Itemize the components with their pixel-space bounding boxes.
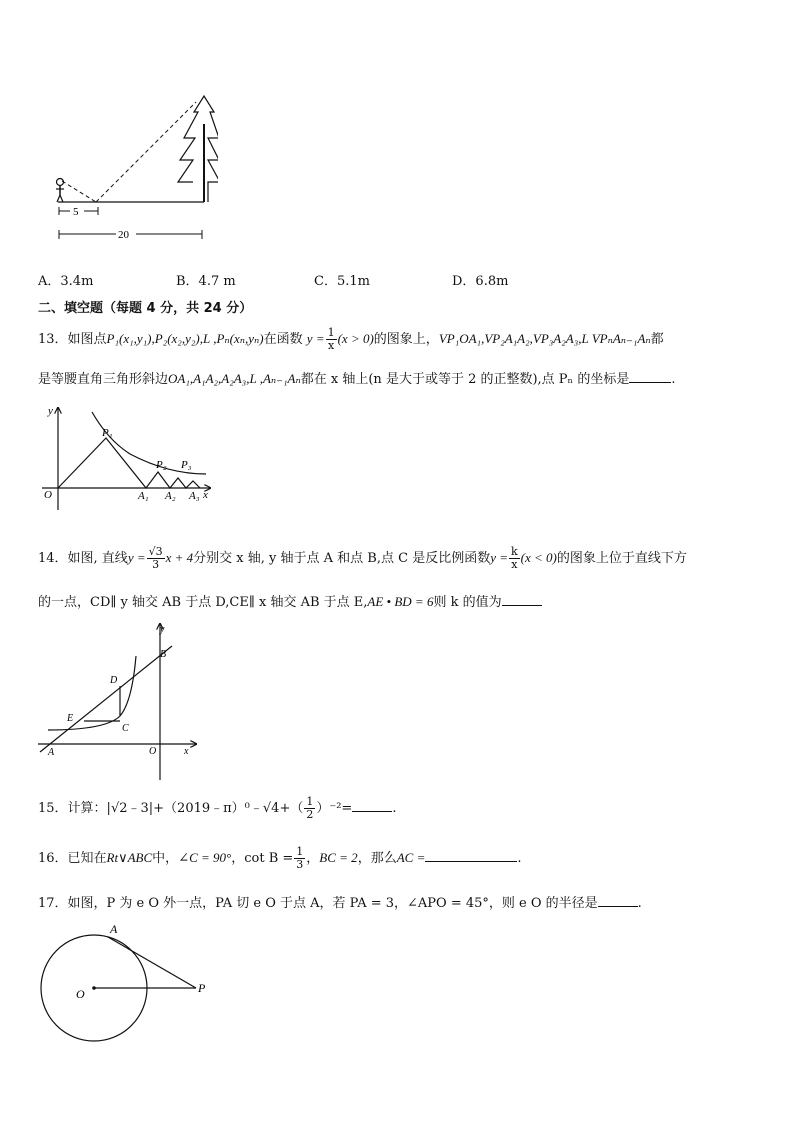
- fig13-p1: P₁: [102, 427, 113, 439]
- q14-answer-blank[interactable]: [502, 593, 542, 606]
- fig14-e: E: [67, 713, 74, 724]
- q14-line1: 14．如图, 直线y = $\frac{√3}{3}$ x + 4分别交 x 轴, y 轴于点 A 和点 B,点 C 是反比例函数y = $\frac{k}{x}$ (x < 0)的图象上位于直线下方: [38, 545, 687, 571]
- q13-answer-blank[interactable]: [629, 370, 671, 383]
- fig17-p: P: [198, 981, 206, 995]
- q15-line: 15．计算：|√2﹣3|+（2019﹣π）⁰﹣√4+（ $\frac{1}{2}$ ）⁻²= .: [38, 795, 397, 821]
- fig14-d: D: [110, 675, 118, 686]
- choice-b[interactable]: B．4.7 m: [176, 274, 236, 289]
- fig13-x: x: [203, 489, 208, 501]
- q14-line2: 的一点，CD∥ y 轴交 AB 于点 D,CE∥ x 轴交 AB 于点 E,AE • BD = 6则 k 的值为: [38, 593, 542, 612]
- tree-figure: [48, 88, 218, 248]
- fig13-p2: P₂: [156, 459, 167, 471]
- fig13-a3: A₃: [189, 490, 200, 502]
- label-20: 20: [118, 229, 129, 241]
- fig13-graph: [38, 402, 218, 514]
- fig13-p3: P₃: [181, 459, 192, 471]
- choice-a[interactable]: A．3.4m: [38, 274, 94, 289]
- fig14-graph: [36, 620, 206, 782]
- label-5: 5: [73, 206, 79, 218]
- choice-c[interactable]: C．5.1m: [314, 274, 370, 289]
- fig13-o: O: [44, 489, 52, 501]
- q17-answer-blank[interactable]: [598, 894, 638, 907]
- q16-answer-blank[interactable]: [425, 849, 517, 862]
- fig17-o: O: [76, 987, 85, 1001]
- fig14-b: B: [160, 649, 167, 660]
- q17-line: 17．如图，P 为 e O 外一点，PA 切 e O 于点 A，若 PA = 3，∠APO = 45°，则 e O 的半径是 .: [38, 896, 642, 911]
- fig14-c: C: [122, 723, 129, 734]
- fig14-a: A: [48, 747, 55, 758]
- fig14-y: y: [160, 624, 165, 635]
- fig13-a2: A₂: [165, 490, 176, 502]
- choice-d[interactable]: D．6.8m: [452, 274, 509, 289]
- fig13-y: y: [48, 405, 53, 417]
- q16-line: 16．已知在Rt∨ABC中，∠C = 90°，cot B = $\frac{1}{3}$ ，BC = 2，那么AC = .: [38, 845, 522, 871]
- q13-line2: 是等腰直角三角形斜边OA₁,A₁A₂,A₂A₃,L ,Aₙ₋₁Aₙ都在 x 轴上(n 是大于或等于 2 的正整数),点 Pₙ 的坐标是 .: [38, 371, 676, 387]
- fig14-o: O: [149, 746, 157, 757]
- section-title: 二、填空题（每题 4 分，共 24 分）: [38, 301, 253, 316]
- fig14-x: x: [184, 746, 189, 757]
- fig17-circle: [36, 920, 226, 1044]
- fig17-a: A: [110, 922, 118, 936]
- q15-answer-blank[interactable]: [352, 799, 392, 812]
- fig13-a1: A₁: [138, 490, 149, 502]
- q13-line1: 13．如图点P₁(x₁,y₁),P₂(x₂,y₂),L ,Pₙ(xₙ,yₙ)在函数 y = $\frac{1}{x}$ (x > 0)的图象上，VP₁OA₁,VP₂A₁A₂,VP₃A₂A₃,L VPₙAₙ₋₁Aₙ都: [38, 326, 664, 352]
